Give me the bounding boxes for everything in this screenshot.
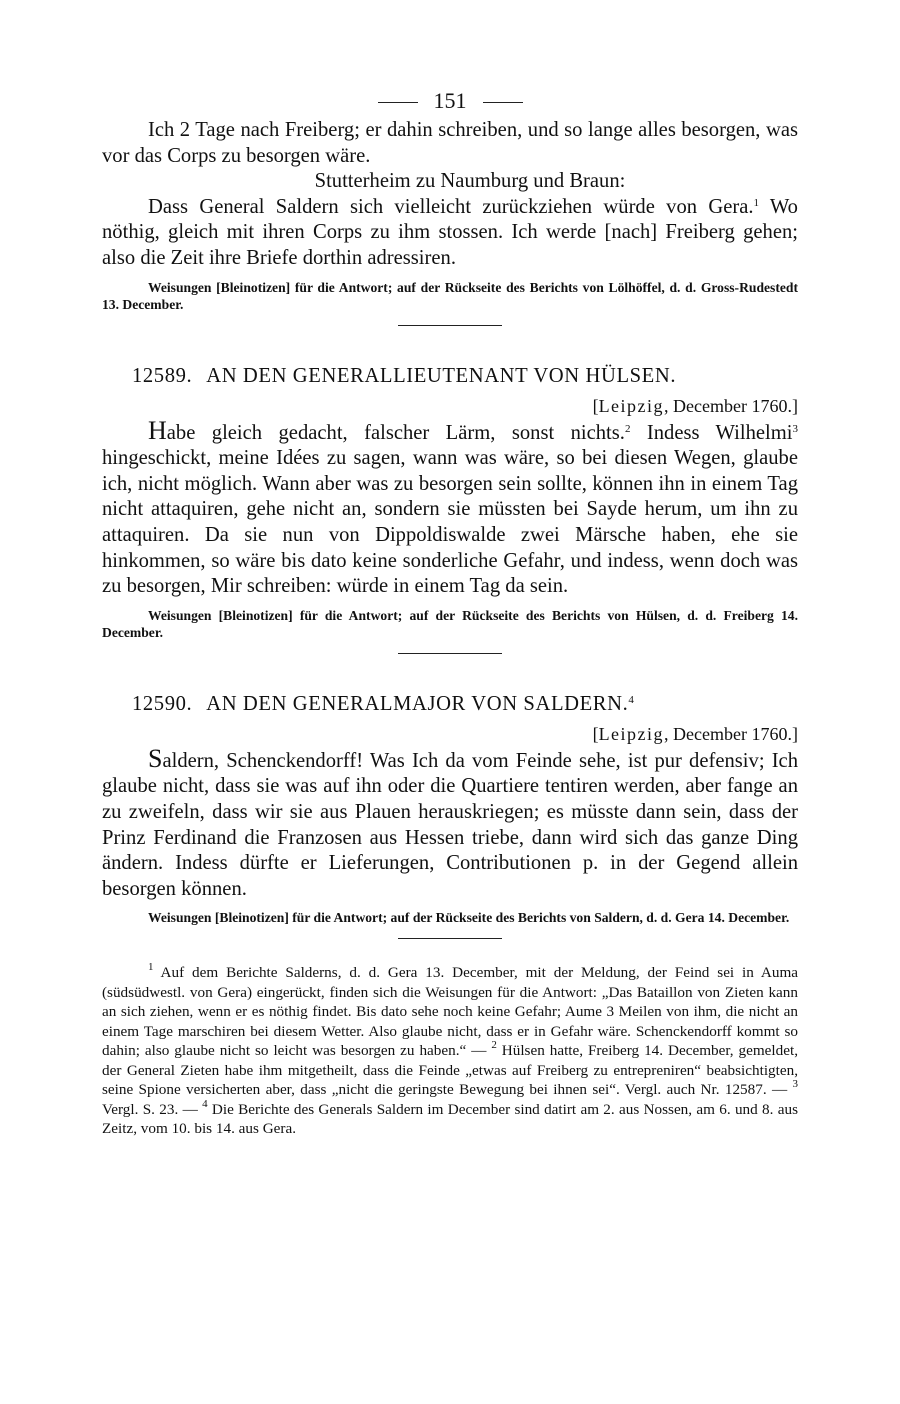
letter-title: AN DEN GENERALLIEUTENANT VON HÜLSEN.	[206, 364, 677, 387]
intro-recipients: Stutterheim zu Naumburg und Braun:	[314, 170, 626, 193]
section-divider	[398, 938, 502, 939]
footnote-3: Vergl. S. 23. —	[102, 1100, 203, 1118]
bracket-open: [	[592, 395, 599, 416]
letter-title: AN DEN GENERALMAJOR VON SALDERN.	[206, 692, 629, 715]
letter-body-a: abe gleich gedacht, falscher Lärm, sonst nichts.	[166, 421, 625, 444]
intro-message-a: Dass General Saldern sich vielleicht zurückziehen würde von Gera.	[148, 195, 754, 218]
header-dash-left	[378, 102, 418, 103]
page-header	[102, 86, 798, 118]
intro-editorial-note: Weisungen [Bleinotizen] für die Antwort; auf der Rückseite des Berichts von Lölhöffel, d. d. Gross-Rudestedt 13. December.	[102, 279, 798, 312]
header-dash-right	[483, 102, 523, 103]
section-divider	[398, 325, 502, 326]
document-page	[102, 86, 798, 1139]
footnote-ref-2: 2	[624, 422, 631, 435]
letter-12590-heading	[102, 690, 798, 718]
letter-date: , December 1760.]	[664, 395, 798, 416]
letter-12590-place-date	[102, 722, 798, 746]
footnote-mark-2: 2	[491, 1039, 497, 1052]
letter-12589-body	[102, 415, 798, 600]
footnote-ref-3: 3	[792, 422, 798, 435]
letter-body-b: Indess Wilhelmi	[630, 421, 793, 444]
footnote-4: Die Berichte des Generals Saldern im December sind datirt am 2. aus Nossen, am 6. und 8. aus Zeitz, vom 10. bis 14. aus Gera.	[102, 1100, 798, 1138]
footnote-1: Auf dem Berichte Salderns, d. d. Gera 13. December, mit der Meldung, der Feind sei in Auma (südsüdwestl. von Gera) eingerückt, finden sich die Weisungen für die Antwort: „Das Bataillon von Zieten kann an sich ziehen, wenn er es nöthig findet. Bis dato sehe noch keine Gefahr; Aume 3 Meilen von ihm, die nicht an einem Tage marschiren bei diesem Wetter. Also glaube nicht, dass er in Gefahr wäre. Schenckendorff kommt so dahin; also glaube nicht so leicht was besorgen zu haben.“ —	[102, 964, 798, 1060]
footnote-mark-3: 3	[792, 1078, 798, 1091]
footnote-ref-4: 4	[628, 693, 635, 706]
initial-letter: S	[148, 743, 163, 773]
intro-message	[102, 195, 798, 272]
initial-letter: H	[148, 415, 167, 445]
letter-date: , December 1760.]	[664, 723, 798, 744]
place-name: Leipzig	[598, 395, 665, 416]
footnotes	[102, 963, 798, 1139]
letter-number: 12590.	[132, 692, 193, 715]
letter-number: 12589.	[132, 364, 193, 387]
place-name: Leipzig	[598, 723, 665, 744]
footnote-mark-4: 4	[202, 1097, 208, 1110]
footnote-ref-1: 1	[753, 196, 759, 209]
intro-message-b: Wo nöthig, gleich mit ihren Corps zu ihm stossen. Ich werde [nach] Freiberg gehen; also die Zeit ihre Briefe dorthin adressiren.	[102, 195, 798, 269]
intro-paragraph: Ich 2 Tage nach Freiberg; er dahin schreiben, und so lange alles besorgen, was vor das Corps zu besorgen wäre.	[102, 119, 798, 167]
page-number: 151	[433, 88, 467, 113]
letter-12589-heading	[102, 362, 798, 390]
footnote-2: Hülsen hatte, Freiberg 14. December, gemeldet, der General Zieten habe ihm mitgetheilt, dass die Feinde „etwas auf Freiberg zu entrepreniren“ beabsichtigten, seine Spione versicherten aber, dass „nicht die geringste Bewegung bei ihnen sei“. Vergl. auch Nr. 12587. —	[102, 1042, 798, 1099]
letter-body: aldern, Schenckendorff! Was Ich da vom Feinde sehe, ist pur defensiv; Ich glaube nicht, dass sie was auf ihn oder die Quartiere tentiren werden, aber fange an zu zweifeln, dass wir sie aus Plauen herauskriegen; es müsste dann sein, dass der Prinz Ferdinand die Franzosen aus Hessen triebe, dann wird sich das ganze Ding ändern. Indess dürfte er Lieferungen, Contributionen p. in der Gegend allein besorgen können.	[102, 749, 798, 900]
letter-12589-editorial-note: Weisungen [Bleinotizen] für die Antwort; auf der Rückseite des Berichts von Hülsen, d. d. Freiberg 14. December.	[102, 607, 798, 640]
bracket-open: [	[592, 723, 599, 744]
footnote-mark-1: 1	[148, 961, 154, 974]
letter-body-c: hingeschickt, meine Idées zu sagen, wann was wäre, so bei diesen Wegen, glaube ich, nicht möglich. Wann aber was zu besorgen sein sollte, können ihn in einem Tag nicht attaquiren, gehe nicht an, sondern sie müssten bei Sayde herum, um ihn zu attaquiren. Da sie nun von Dippoldiswalde zwei Märsche haben, ehe sie hinkommen, so wäre bis dato keine sonderliche Gefahr, und indess, wenn doch was zu besorgen, Mir schreiben: würde in einem Tag da sein.	[102, 447, 798, 598]
letter-12590-body	[102, 743, 798, 903]
letter-12590-editorial-note: Weisungen [Bleinotizen] für die Antwort; auf der Rückseite des Berichts von Saldern, d. d. Gera 14. December.	[148, 910, 790, 926]
letter-12589-place-date	[102, 394, 798, 418]
section-divider	[398, 653, 502, 654]
